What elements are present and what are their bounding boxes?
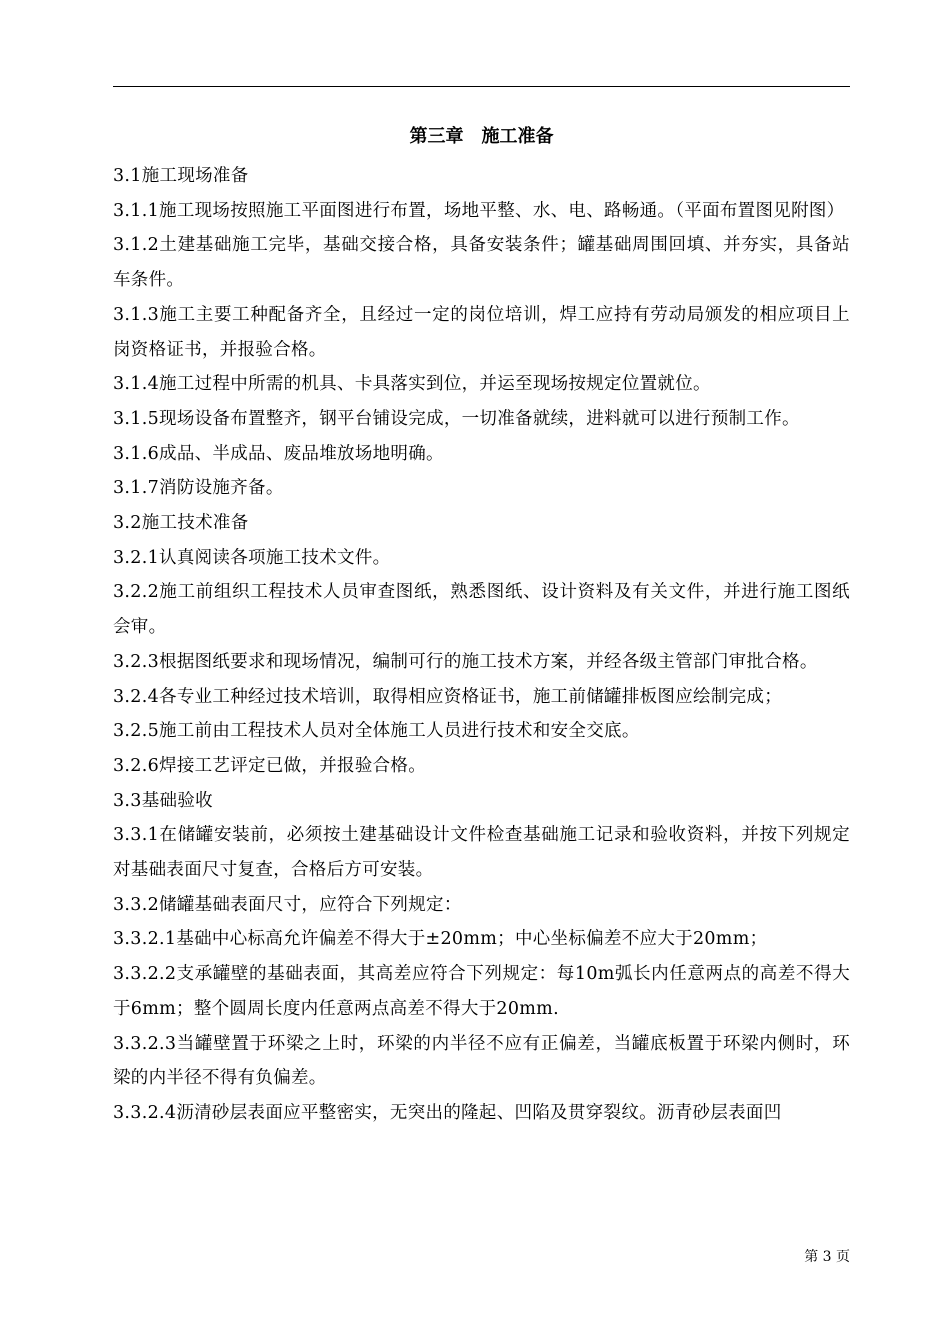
paragraph-3-1-2: 3.1.2土建基础施工完毕，基础交接合格，具备安装条件；罐基础周围回填、并夯实，具备站车条件。 bbox=[113, 235, 850, 291]
body-text bbox=[113, 159, 850, 1131]
page-number: 第 3 页 bbox=[804, 1249, 850, 1265]
section-heading-3-1: 3.1施工现场准备 bbox=[113, 166, 249, 186]
paragraph-3-1-5: 3.1.5现场设备布置整齐，钢平台铺设完成，一切准备就续，进料就可以进行预制工作。 bbox=[113, 408, 800, 429]
paragraph-3-3-2-4: 3.3.2.4沥清砂层表面应平整密实，无突出的隆起、凹陷及贯穿裂纹。沥青砂层表面凹 bbox=[113, 1102, 782, 1123]
paragraph-3-2-4: 3.2.4各专业工种经过技术培训，取得相应资格证书，施工前储罐排板图应绘制完成； bbox=[113, 686, 783, 707]
paragraph-3-3-2-1: 3.3.2.1基础中心标高允许偏差不得大于±20mm；中心坐标偏差不应大于20mm； bbox=[113, 929, 768, 950]
header-rule bbox=[113, 86, 850, 87]
paragraph-3-2-2: 3.2.2施工前组织工程技术人员审查图纸，熟悉图纸、设计资料及有关文件，并进行施工图纸会审。 bbox=[113, 582, 850, 638]
section-heading-3-3: 3.3基础验收 bbox=[113, 790, 213, 811]
paragraph-3-1-6: 3.1.6成品、半成品、废品堆放场地明确。 bbox=[113, 443, 444, 464]
paragraph-3-1-3: 3.1.3施工主要工种配备齐全，且经过一定的岗位培训，焊工应持有劳动局颁发的相应项目上岗资格证书，并报验合格。 bbox=[113, 304, 850, 360]
section-heading-3-2: 3.2施工技术准备 bbox=[113, 513, 249, 534]
paragraph-3-1-1: 3.1.1施工现场按照施工平面图进行布置，场地平整、水、电、路畅通。（平面布置图见附图） bbox=[113, 200, 845, 221]
chapter-title: 第三章 施工准备 bbox=[409, 126, 554, 147]
paragraph-3-1-4: 3.1.4施工过程中所需的机具、卡具落实到位，并运至现场按规定位置就位。 bbox=[113, 374, 711, 395]
paragraph-3-1-7: 3.1.7消防设施齐备。 bbox=[113, 478, 284, 499]
paragraph-3-2-5: 3.2.5施工前由工程技术人员对全体施工人员进行技术和安全交底。 bbox=[113, 721, 640, 742]
paragraph-3-3-1: 3.3.1在储罐安装前，必须按土建基础设计文件检查基础施工记录和验收资料，并按下列规定对基础表面尺寸复查，合格后方可安装。 bbox=[113, 825, 850, 881]
paragraph-3-3-2: 3.3.2储罐基础表面尺寸，应符合下列规定： bbox=[113, 894, 462, 915]
paragraph-3-2-1: 3.2.1认真阅读各项施工技术文件。 bbox=[113, 547, 391, 568]
paragraph-3-3-2-3: 3.3.2.3当罐壁置于环梁之上时，环梁的内半径不应有正偏差，当罐底板置于环梁内侧时，环梁的内半径不得有负偏差。 bbox=[113, 1033, 850, 1089]
paragraph-3-2-3: 3.2.3根据图纸要求和现场情况，编制可行的施工技术方案，并经各级主管部门审批合格。 bbox=[113, 651, 818, 672]
paragraph-3-3-2-2: 3.3.2.2支承罐壁的基础表面，其高差应符合下列规定：每10m弧长内任意两点的高差不得大于6mm；整个圆周长度内任意两点高差不得大于20mm. bbox=[113, 964, 850, 1019]
paragraph-3-2-6: 3.2.6焊接工艺评定已做，并报验合格。 bbox=[113, 755, 427, 776]
